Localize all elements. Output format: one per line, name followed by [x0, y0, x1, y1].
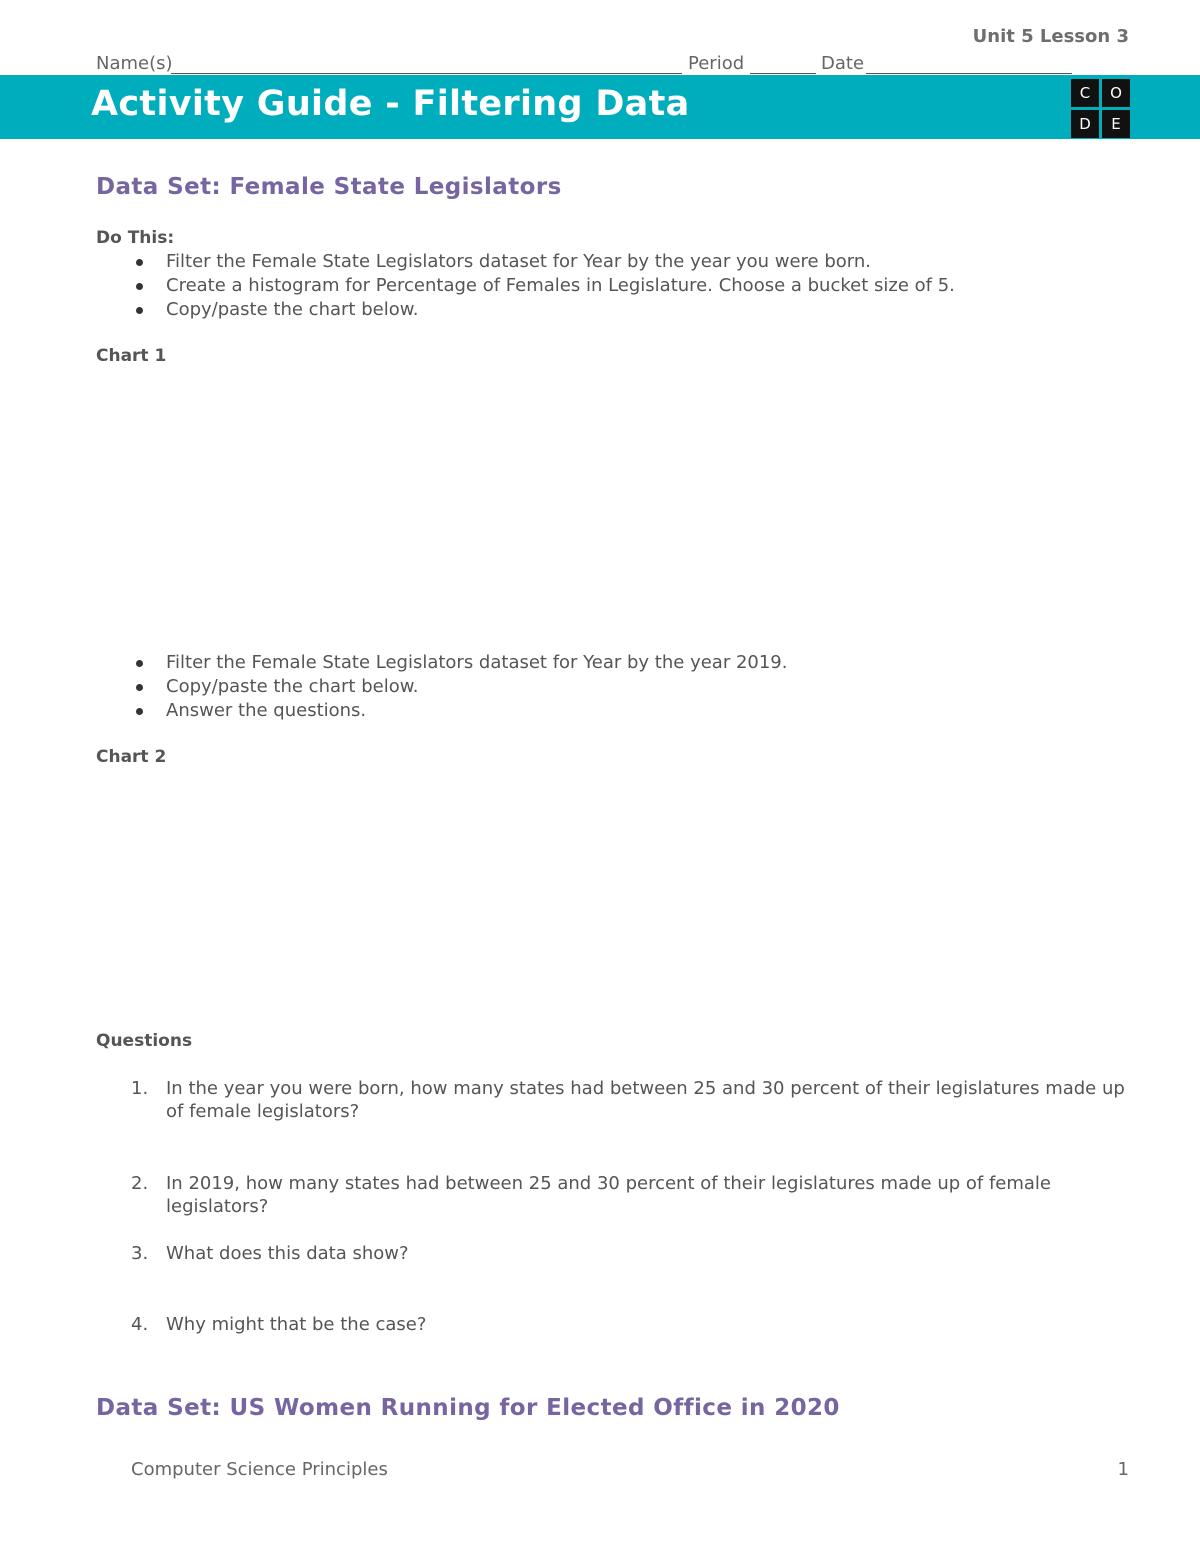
code-org-logo	[1069, 77, 1131, 139]
question-item	[96, 1242, 1126, 1265]
period-field-line[interactable]	[750, 73, 816, 74]
questions-label: Questions	[96, 1031, 193, 1051]
question-text: Why might that be the case?	[166, 1314, 427, 1335]
date-field-line[interactable]	[866, 73, 1072, 74]
question-text: In the year you were born, how many states had between 25 and 30 percent of their legislatures made up of female legislators?	[166, 1078, 1125, 1122]
question-number: 2.	[131, 1173, 149, 1194]
date-label: Date	[821, 53, 865, 74]
chart2-label: Chart 2	[96, 747, 167, 767]
section-heading-women-running: Data Set: US Women Running for Elected Office in 2020	[96, 1395, 840, 1421]
question-text: What does this data show?	[166, 1243, 409, 1264]
question-item	[96, 1077, 1126, 1123]
question-number: 1.	[131, 1078, 149, 1099]
question-text: In 2019, how many states had between 25 and 30 percent of their legislatures made up of female legislators?	[166, 1173, 1051, 1217]
list-item: Create a histogram for Percentage of Females in Legislature. Choose a bucket size of 5.	[96, 274, 1116, 298]
logo-letter-o: O	[1102, 79, 1130, 107]
page-title: Activity Guide - Filtering Data	[91, 84, 690, 124]
do-this-label: Do This:	[96, 228, 175, 248]
list-item: Copy/paste the chart below.	[96, 675, 1116, 699]
steps-list-b	[96, 651, 1116, 723]
question-number: 3.	[131, 1243, 149, 1264]
steps-list-a	[96, 250, 1116, 322]
list-item: Filter the Female State Legislators dataset for Year by the year you were born.	[96, 250, 1116, 274]
chart1-label: Chart 1	[96, 346, 167, 366]
section-heading-female-legislators: Data Set: Female State Legislators	[96, 174, 562, 200]
name-field-line[interactable]	[171, 73, 682, 74]
unit-lesson-label: Unit 5 Lesson 3	[972, 26, 1129, 47]
logo-letter-d: D	[1071, 110, 1099, 138]
footer-page-number: 1	[1117, 1459, 1129, 1480]
question-item	[96, 1313, 1126, 1336]
footer-course: Computer Science Principles	[131, 1459, 388, 1480]
list-item: Filter the Female State Legislators dataset for Year by the year 2019.	[96, 651, 1116, 675]
list-item: Copy/paste the chart below.	[96, 298, 1116, 322]
chart1-paste-area[interactable]	[96, 375, 1126, 635]
chart2-paste-area[interactable]	[96, 776, 1126, 1016]
question-item	[96, 1172, 1126, 1218]
name-label: Name(s)	[96, 53, 173, 74]
question-number: 4.	[131, 1314, 149, 1335]
list-item: Answer the questions.	[96, 699, 1116, 723]
logo-letter-e: E	[1102, 110, 1130, 138]
logo-letter-c: C	[1071, 79, 1099, 107]
period-label: Period	[688, 53, 745, 74]
